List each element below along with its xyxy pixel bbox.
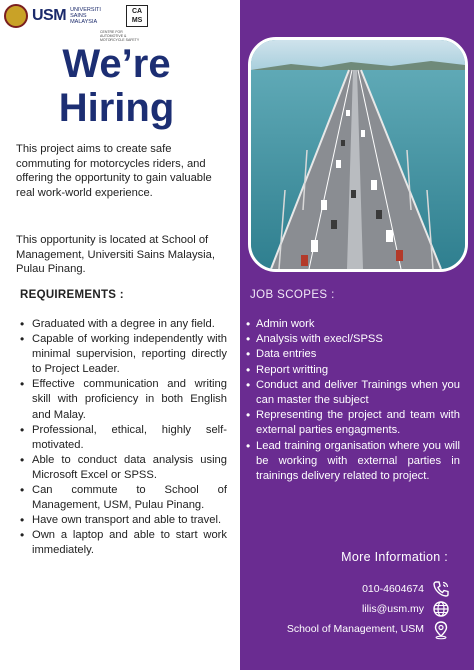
requirements-list [18, 317, 227, 559]
job-scope-item: • Lead training organisation where you will be working with external parties in trainings delivery related to project. [246, 439, 460, 485]
job-scope-item: • Report writting [246, 363, 460, 378]
cams-logo-subtext: CENTRE FOR AUTOMOTIVE & MOTORCYCLE SAFETY [100, 30, 140, 42]
phone-icon [432, 580, 450, 598]
job-scope-item: • Data entries [246, 347, 460, 362]
requirement-item: • Capable of working independently with minimal supervision, reporting directly to Project Leader. [18, 332, 227, 377]
title-line-2: Hiring [58, 86, 175, 130]
contact-phone[interactable] [362, 580, 450, 598]
job-scopes-list [246, 317, 460, 484]
usm-logo-text: USM [32, 7, 67, 24]
intro-paragraph-1: This project aims to create safe commuting for motorcycles riders, and offering the opportunity to gain valuable real work-world experience. [16, 143, 212, 199]
contact-email[interactable] [362, 600, 450, 618]
requirement-item: • Own a laptop and able to start work immediately. [18, 528, 227, 558]
email-address[interactable]: lilis@usm.my [362, 603, 424, 615]
intro-paragraph-2: This opportunity is located at School of Management, Universiti Sains Malaysia, Pulau Pinang. [16, 234, 215, 276]
location-pin-icon [432, 620, 450, 638]
cams-logo: CA MS [126, 5, 148, 27]
requirement-item: • Professional, ethical, highly self-motivated. [18, 423, 227, 453]
requirements-heading: REQUIREMENTS : [20, 289, 124, 301]
usm-logo-subtext: UNIVERSITI SAINS MALAYSIA [70, 7, 101, 25]
location-text[interactable]: School of Management, USM [286, 623, 424, 635]
more-information-heading: More Information : [341, 550, 448, 564]
requirement-item: • Can commute to School of Management, USM, Pulau Pinang. [18, 483, 227, 513]
logo-bar [4, 4, 148, 28]
job-scope-item: • Conduct and deliver Trainings when you can master the subject [246, 378, 460, 408]
requirement-item: • Have own transport and able to travel. [18, 513, 227, 528]
contact-location[interactable] [287, 620, 450, 638]
usm-crest-logo [4, 4, 28, 28]
title-line-1: We’re [62, 42, 171, 86]
requirement-item: • Effective communication and writing skill with proficiency in both English and Malay. [18, 377, 227, 422]
right-panel [240, 0, 474, 670]
job-scope-item: • Representing the project and team with external parties engagments. [246, 408, 460, 438]
job-scope-item: • Admin work [246, 317, 460, 332]
job-scope-item: • Analysis with execl/SPSS [246, 332, 460, 347]
page-title [14, 42, 219, 130]
phone-number[interactable]: 010-4604674 [362, 583, 424, 595]
bridge-illustration [251, 40, 465, 269]
globe-icon [432, 600, 450, 618]
bridge-photo [248, 37, 468, 272]
job-scopes-heading: JOB SCOPES : [250, 289, 335, 301]
requirement-item: • Graduated with a degree in any field. [18, 317, 227, 332]
requirement-item: • Able to conduct data analysis using Microsoft Excel or SPSS. [18, 453, 227, 483]
